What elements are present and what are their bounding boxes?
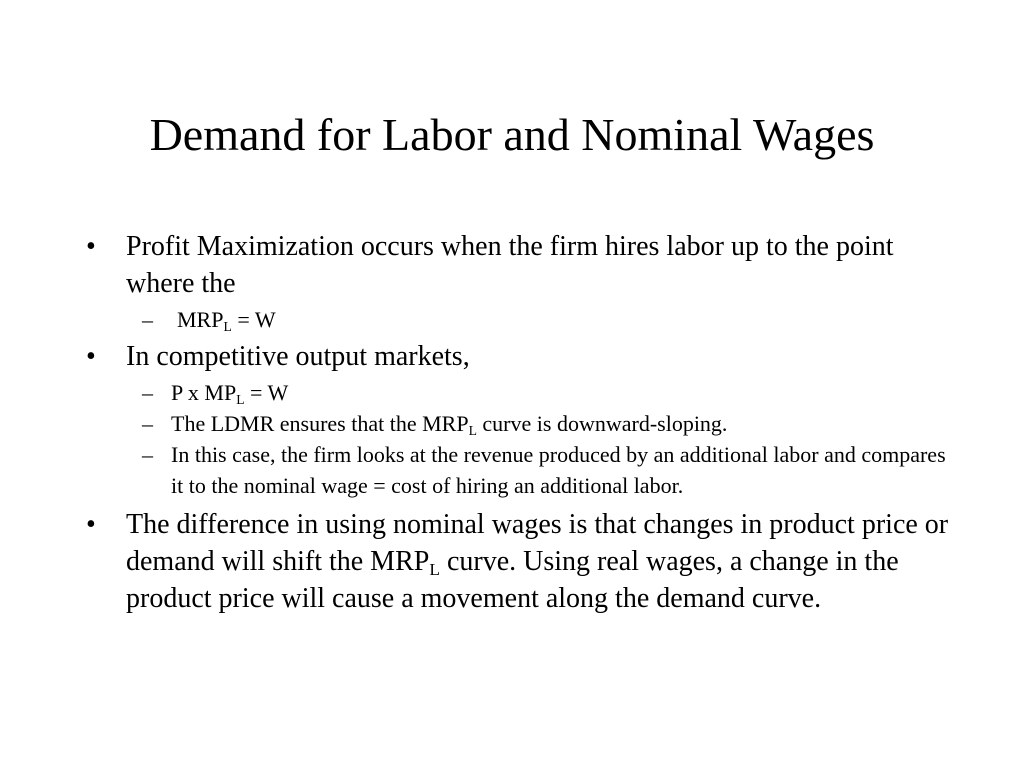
slide-body	[80, 228, 950, 617]
sub-item-text: In this case, the firm looks at the revenue produced by an additional labor and compares it to the nominal wage = cost of hiring an additional labor.	[171, 442, 946, 498]
bullet-icon: •	[86, 509, 96, 540]
sub-item-ldmr	[80, 408, 950, 439]
bullet-text: In competitive output markets,	[126, 341, 470, 372]
dash-icon: –	[142, 411, 153, 436]
sub-item-revenue-comparison	[80, 439, 950, 501]
bullet-text: Profit Maximization occurs when the firm hires labor up to the point where the	[126, 231, 894, 299]
bullet-icon: •	[86, 231, 96, 262]
bullet-icon: •	[86, 341, 96, 372]
sub-item-p-times-mpl	[80, 377, 950, 408]
slide-title: Demand for Labor and Nominal Wages	[149, 109, 875, 160]
sub-item-mrp-equals-w	[80, 304, 950, 335]
bullet-item-profit-maximization	[80, 228, 950, 302]
sub-item-text: P x $MP_L = W$	[171, 380, 289, 408]
bullet-item-nominal-wages-difference	[80, 506, 950, 617]
dash-icon: –	[142, 442, 153, 467]
sub-item-text: $MRP_L = W$	[177, 307, 276, 335]
bullet-text: The difference in using nominal wages is that changes in product price or demand will shift the $MRP_L$ curve. Using real wages, a change in the product price will cause a movement along the demand curve.	[126, 509, 949, 614]
sub-item-text: The LDMR ensures that the $MRP_L$ curve is downward-sloping.	[171, 411, 728, 439]
dash-icon: –	[142, 307, 153, 332]
bullet-item-competitive-markets	[80, 338, 950, 375]
dash-icon: –	[142, 380, 153, 405]
